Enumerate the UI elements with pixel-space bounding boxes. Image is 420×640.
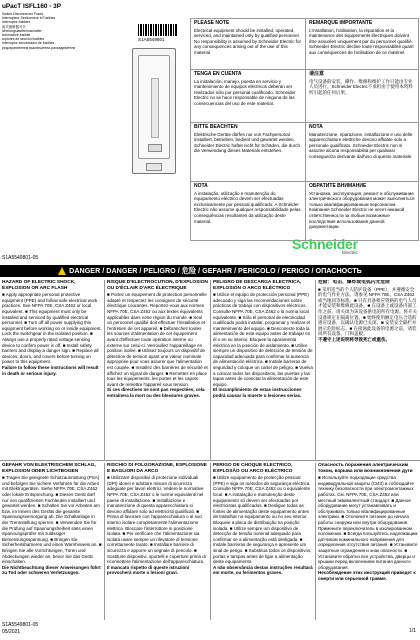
product-image bbox=[132, 48, 176, 174]
notice-russian: ОБРАТИТЕ ВНИМАНИЕ Установка, эксплуатация, ремонт и обслуживание электрического оборудования может выполняться только квалифицированным персоналом. Компания Schneider Electric не несет никакой ответственности за любые возможные последствия использования данной документации. bbox=[305, 181, 419, 241]
danger-section-es: PELIGRO DE DESCARGA ELÉCTRICA, EXPLOSIÓN O ARCO ELÉCTRICO ■ Utilice el equipo de protección personal (PPE) adecuado y siga las recomendaciones sobre prácticas de trabajo con dispositivos eléctricos. Consulte NFPA 70E, CSA Z462 o la norma local equivalente. ■ Sólo el personal de electricidad cualificado podrá instalar, programar y realizar el mantenimiento del equipo. ■ Desconecte toda la alimentación de este equipo antes de trabajar en él o en su interior. Bloquee la aparamenta eléctrica en la posición de aislamiento. ■ Utilice siempre un dispositivo de detección de tensión de capacidad adecuada para confirmar la ausencia de alimentación eléctrica. ■ Instale barreras de seguridad y coloque un cartel de peligro. ■ Vuelva a colocar todos los dispositivos, las puertas y las tapas antes de conectar la alimentación de este equipo. El incumplimiento de estas instrucciones podrá causar la muerte o lesiones serias. bbox=[213, 280, 313, 398]
danger-section-ru: Опасность поражения электрическим током, взрыва или возникновения дуги ■ Используйте подходящие средства индивидуальной защиты (СИЗ) и соблюдайте технику безопасности при электромонтажных работах. См. NFPA 70E, CSA Z462 или местный эквивалентный стандарт. ■ Данное оборудование могут устанавливать и обслуживать только квалифицированные электрики. ■ Отключите питание до начала работы снаружи или внутри оборудования. Примените переключатель в изолированном положении. ■ Всегда пользуйтесь надлежащим датчиком номинального напряжения для определения отсутствия питания. ■ Установите защитные ограждения и знак опасности. ■ Установите обратно все устройства, дверцы и крышки перед включением питания данного оборудования. Несоблюдение этих инструкций приведет к смерти или серьезной травме. bbox=[318, 463, 418, 581]
danger-section-de: GEFAHR VON ELEKTRISCHEM SCHLAG, EXPLOSION ODER LICHTBOGEN ■ Tragen Sie geeignete Schutzausrüstung (PSA) und befolgen Sie sichere Verfahren für die Arbeit mit Elektrogeräten. Siehe NFPA 70E, CSA Z462 oder lokale Entsprechung. ■ Dieses Gerät darf nur von qualifizierten Fachleuten installiert und gewartet werden. ■ Schalten Sie vor Arbeiten am bzw. im Innern des Geräts die gesamte Spannungsversorgung ab. Die Schaltanlage in der Trennstellung sperren. ■ Verwenden Sie für die Prüfung auf Spannungsfreiheit stets einen Spannungsprüfer mit zulässiger Bemessungsspannung. ■ Bringen Sie Sicherheitsbarrieren und einen Warnhinweis an. ■ Bringen Sie alle Vorrichtungen, Türen und Abdeckungen wieder an, bevor Sie das Gerät einschalten. Die Nichtbeachtung dieser Anweisungen führt zu Tod oder schweren Verletzungen. bbox=[2, 463, 102, 576]
notice-bitte: BITTE BEACHTEN Elektrische Geräte dürfen nur von Fachpersonal installiert, betrieben, bedient und gewartet werden. Schneider Electric haftet nicht für Schäden, die durch die Verwendung dieses Materials entstehen. bbox=[190, 122, 306, 182]
product-title: uPacT ISFL160 - 3P bbox=[2, 3, 61, 10]
notice-nota-it: NOTA Manutenzione, riparazione, installazione e uso delle apparecchiature elettriche devono affidate solo a personale qualificato. Schneider Electric non si assume alcuna responsabilità per qualsiasi conseguenza derivante dall'uso di questo materiale. bbox=[305, 122, 419, 182]
schneider-logo: Schneider Electric bbox=[292, 236, 358, 256]
notice-tenga: TENGA EN CUENTA La instalación, manejo, puesta en servicio y mantenimiento de equipos eléctricos deberán ser realizados sólo por personal cualificado. Schneider Electric no se hace responsable de ninguna de las consecuencias del uso de este material. bbox=[190, 69, 306, 123]
footer-doc-info: S1A5549801-05 05/2021 bbox=[2, 622, 39, 635]
danger-section-en: HAZARD OF ELECTRIC SHOCK, EXPLOSION OR ARC FLASH ■ Apply appropriate personal protective equipment (PPE) and follow safe electrical work practices. See NFPA 70E, CSA Z462 or local equivalent. ■ This equipment must only be installed and serviced by qualified electrical personnel. ■ Turn off all power supplying this equipment before working on or inside equipment. Lock the switchgear in the isolated position. ■ Always use a properly rated voltage sensing device to confirm power is off. ■ Install safety barriers and display a danger sign. ■ Replace all devices, doors, and covers before turning on power to this equipment. Failure to follow these instructions will result in death or serious injury. bbox=[2, 280, 102, 376]
danger-banner: DANGER / DANGER / PELIGRO / 危险 / GEFAHR / PERICOLO / PERIGO / ОПАСНОСТЬ bbox=[0, 265, 420, 277]
barcode-number: S1A5549801 bbox=[138, 37, 165, 42]
notice-nota-pt: NOTA A instalação, utilização e manutenção do equipamento eléctrico devem ser efectuadas exclusivamente por pessoal qualificado. A Schneider Electric não assume qualquer responsabilidade pelas consequências resultantes da utilização deste material. bbox=[190, 181, 306, 241]
page-number: 1/1 bbox=[409, 628, 416, 634]
barcode bbox=[138, 24, 178, 36]
warning-triangle-icon bbox=[58, 267, 66, 275]
danger-section-zh: 危险：电击、爆炸或电弧闪光危险 ■ 采用适当的个人防护设备（PPE），并遵循安全的电气作业方法。请参见 NFPA 70E、CSA Z462 或当地同等标准。■ 只有具备相应资格的电气人员才能安装和维修此设备。■ 在设备上或设备内部工作之前，请关闭为该设备供电的所有电源。将开关设备锁定在隔离位置。■ 始终使用额定电压合适的感应设备，以确认电源已关闭。■ 安装安全隔栏并展示危险标志。■ 在接通此设备的电源之前，请装回所有设备、门和盖板。 不遵守上述说明将导致死亡或重伤。 bbox=[318, 280, 417, 342]
danger-section-it: RISCHIO DI FOLGORAZIONE, ESPLOSIONE E BAGLIORI DA ARCO ■ Utilizzare dispositivi di protezione individuali (DPI) idonei e adottare misure di sicurezza adeguate per lavori elettrici. Vedere le normative NFPA 70E, CSA Z462 o le norme equivalenti nel paese di installazione. ■ Installazione e manutenzione di questa apparecchiatura si devono affidare solo ad elettricisti qualificati. ■ Prima di lavorare con l'apparecchiatura o al suo interno isolare completamente l'alimentazione elettrica. Bloccare l'interruttore in posizione isolata. ■ Per verificare che l'alimentazione sia isolata usare sempre un rilevatore di tensione correttamente tarato. ■ Installare barriere di sicurezza e apporre un segnale di pericolo. ■ Sostituire dispositivi, sportelli e coperture prima di riconnettere l'alimentazione dell'apparecchiatura. Il mancato rispetto di queste istruzioni provocherà morte o lesioni gravi. bbox=[107, 463, 207, 576]
notice-please-note: PLEASE NOTE Electrical equipment should be installed, operated, serviced, and maintained only by qualified personnel. No responsibility is assumed by Schneider Electric for any consequences arising out of the use of this material. bbox=[190, 18, 306, 70]
product-description: Switch-Disconnector Fuses Interrupteur-Sectionneur à Fusibles Interruptor-fusibles 离式熔断器开关 icherungslasttrennschalter iezionatore-fusibile ruptores de sección fusibles Interruptor-seccionador de fusibles редохранителем выключатели-разъединители bbox=[2, 12, 76, 50]
document-number: S1A5549801-05 bbox=[2, 255, 39, 261]
notice-remarque: REMARQUE IMPORTANTE L'installation, l'utilisation, la réparation et la maintenance des équipements électriques doivent être assurées uniquement par du personnel qualifié. Schneider Electric décline toute responsabilité quant aux conséquences de l'utilisation de ce matériel. bbox=[305, 18, 419, 70]
notice-chinese: 请注意 电气设备的安装、操作、维修和维护工作只能由专业人员进行。Schneider Electric不承担由于使用本资料所引起的任何后果。 bbox=[305, 69, 419, 123]
danger-section-fr: RISQUE D'ÉLECTROCUTION, D'EXPLOSION OU D'ÉCLAIR D'ARC ÉLECTRIQUE ■ Portez un équipement de protection personnelle adapté et respectez les consignes de sécurité électrique courantes. Reportez-vous aux normes NFPA 70E, CSA Z462 ou aux textes équivalents applicables dans votre région du monde. ■ Seul un personnel qualifié doit effectuer l'installation et l'entretien de cet appareil. ■ Débranchez toutes les sources d'alimentation de cet équipement avant d'effectuer toute opération interne ou externe sur celui-ci. Verrouillez l'appareillage en position isolée. ■ Utilisez toujours un dispositif de détection de tension ayant une valeur nominale appropriée pour vous assurer que l'alimentation est coupée. ■ Installez des barrières de sécurité et affichez un signal de danger. ■ Remettez en place tous les équipements, les portes et les capots avant de remettre l'appareil sous tension. Si ces directives ne sont pas respectées, cela entraînera la mort ou des blessures graves. bbox=[107, 280, 208, 398]
danger-section-pt: PERIGO DE CHOQUE ELÉCTRICO, EXPLOSÃO OU ARCO ELÉCTRICO ■ Utilize equipamento de protecção pessoal (PPE) e siga os métodos de segurança eléctrica. Consulte NFPA 70E, CSA Z462 ou o equivalente local. ■ A instalação e manutenção deste equipamento só devem ser efectuadas por electricistas qualificados. ■ Desligue todas as fontes de alimentação deste equipamento antes de trabalhar no equipamento ou no seu interior. Bloqueie a placa de distribuição na posição isolada. ■ Utilize sempre um dispositivo de detecção de tensão nominal adequado para confirmar se a alimentação está desligada. ■ Instale barreiras de segurança e apresente um sinal de perigo. ■ Substitua todos os dispositivos, portas e tampas antes de ligar a alimentação deste equipamento. A não observância destas instruções resultará em morte, ou ferimentos graves. bbox=[213, 463, 313, 576]
